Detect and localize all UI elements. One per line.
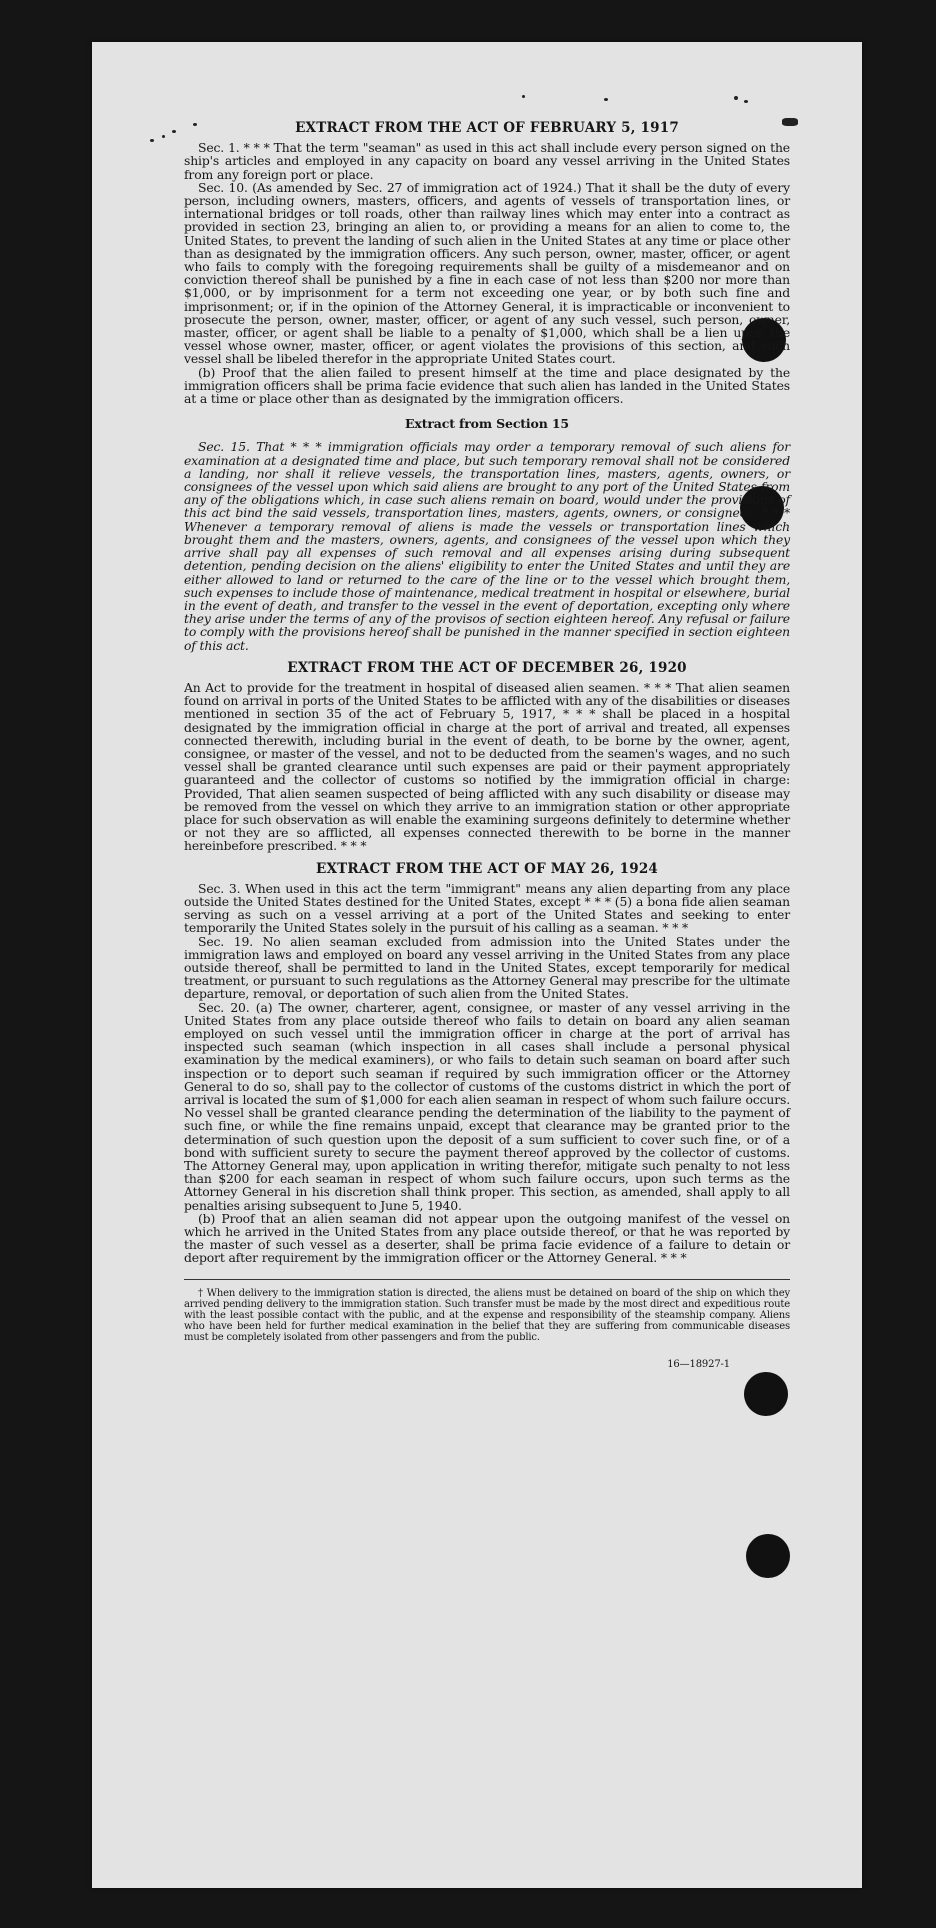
paragraph: (b) Proof that the alien failed to present himself at the time and place designated by the immigration officers shall be prima facie evidence that such alien has landed in the United States at a time or place other than as designated by the immigration officers. [184, 364, 790, 407]
form-number: 16—18927-1 [667, 1358, 730, 1370]
paragraph: Sec. 10. (As amended by Sec. 27 of immigration act of 1924.) That it shall be the duty of every person, including owners, masters, officers, and agents of vessels of transportation lines, or international bridges or toll roads, other than railway lines which may enter into a contract as provided in section 23, bringing an alien to, or providing a means for an alien to come to, the United States, to prevent the landing of such alien in the United States at any time or place other than as designated by the immigration officers. Any such person, owner, master, officer, or agent who fails to comply with the foregoing requirements shall be guilty of a misdemeanor and on conviction thereof shall be punished by a fine in each case of not less than $200 nor more than $1,000, or by imprisonment for a term not exceeding one year, or by both such fine and imprisonment; or, if in the opinion of the Attorney General, it is impracticable or inconvenient to prosecute the person, owner, master, officer, or agent of any such vessel, such person, owner, master, officer, or agent shall be liable to a penalty of $1,000, which shall be a lien upon the vessel whose owner, master, officer, or agent violates the provisions of this section, and such vessel shall be libeled therefor in the appropriate United States court. [184, 179, 790, 367]
section-heading: EXTRACT FROM THE ACT OF FEBRUARY 5, 1917 [295, 120, 679, 136]
section-act-1917 [184, 122, 790, 405]
page-speck [734, 96, 738, 100]
section-act-1920 [184, 659, 790, 854]
section-act-1924 [184, 860, 790, 1266]
paragraph: Sec. 15. That * * * immigration officials may order a temporary removal of such aliens for examination at a designated time and place, but such temporary removal shall not be considered a landing, nor shall it relieve vessels, the transportation lines, masters, agents, owners, or consignees of the vessel upon which said aliens are brought to any port of the United States from any of the obligations which, in case such aliens remain on board, would under the provisions of this act bind the said vessels, transportation lines, masters, agents, owners, or consignees: * * * Whenever a temporary removal of aliens is made the vessels or transportation lines which brought them and the masters, owners, agents, and consignees of the vessel upon which they arrive shall pay all expenses of such removal and all expenses arising during subsequent detention, pending decision on the aliens' eligibility to enter the United States and until they are either allowed to land or returned to the care of the line or to the vessel which brought them, such expenses to include those of maintenance, medical treatment in hospital or elsewhere, burial in the event of death, and transfer to the vessel in the event of deportation, excepting only where they arise under the terms of any of the provisos of section eighteen hereof. Any refusal or failure to comply with the provisions hereof shall be punished in the manner specified in section eighteen of this act. [184, 439, 790, 653]
page-speck [162, 135, 165, 138]
document-page [92, 42, 862, 1888]
page-speck [744, 100, 748, 103]
section-extract-15 [184, 417, 790, 651]
document-body [184, 122, 790, 1371]
page-speck [172, 130, 176, 133]
section-heading: EXTRACT FROM THE ACT OF MAY 26, 1924 [315, 860, 659, 877]
page-speck [522, 95, 525, 98]
section-heading: Extract from Section 15 [405, 416, 569, 432]
punch-hole [744, 1372, 788, 1416]
page-speck [604, 98, 608, 101]
paragraph: (b) Proof that an alien seaman did not appear upon the outgoing manifest of the vessel on which he arrived in the United States from any place outside thereof, or that he was reported by the master of such vessel as a deserter, shall be prima facie evidence of a failure to detain or deport after requirement by the immigration officer or the Attorney General. * * * [184, 1210, 790, 1266]
section-heading: EXTRACT FROM THE ACT OF DECEMBER 26, 1920 [287, 659, 687, 676]
paragraph: Sec. 20. (a) The owner, charterer, agent, consignee, or master of any vessel arriving in the United States from any place outside thereof who fails to detain on board any alien seaman employed on such vessel until the immigration officer in charge at the port of arrival has inspected such seaman (which inspection in all cases shall include a personal physical examination by the medical examiners), or who fails to detain such seaman on board after such inspection or to deport such seaman if required by such immigration officer or the Attorney General to do so, shall pay to the collector of customs of the customs district in which the port of arrival is located the sum of $1,000 for each alien seaman in respect of whom such failure occurs. No vessel shall be granted clearance pending the determination of the liability to the payment of such fine, or while the fine remains unpaid, except that clearance may be granted prior to the determination of such question upon the deposit of a sum sufficient to cover such fine, or of a bond with sufficient surety to secure the payment thereof approved by the collector of customs. The Attorney General may, upon application in writing therefor, mitigate such penalty to not less than $200 for each seaman in respect of whom such failure occurs, upon such terms as the Attorney General in his discretion shall think proper. This section, as amended, shall apply to all penalties arising subsequent to June 5, 1940. [184, 999, 790, 1213]
paragraph: Sec. 3. When used in this act the term "immigrant" means any alien departing from any place outside the United States destined for the United States, except * * * (5) a bona fide alien seaman serving as such on a vessel arriving at a port of the United States and seeking to enter temporarily the United States solely in the pursuit of his calling as a seaman. * * * [184, 880, 790, 936]
punch-hole [746, 1534, 790, 1578]
paragraph: An Act to provide for the treatment in hospital of diseased alien seamen. * * * That alien seamen found on arrival in ports of the United States to be afflicted with any of the disabilities or diseases mentioned in section 35 of the act of February 5, 1917, * * * shall be placed in a hospital designated by the immigration official in charge at the port of arrival and treated, all expenses connected therewith, including burial in the event of death, to be borne by the owner, agent, consignee, or master of the vessel, and not to be deducted from the seamen's wages, and no such vessel shall be granted clearance until such expenses are paid or their payment appropriately guaranteed and the collector of customs so notified by the immigration official in charge: Provided, That alien seamen suspected of being afflicted with any such disability or disease may be removed from the vessel on which they arrive to an immigration station or other appropriate place for such observation as will enable the examining surgeons definitely to determine whether or not they are so afflicted, all expenses connected therewith to be borne in the manner hereinbefore prescribed. * * * [184, 679, 790, 854]
page-speck [150, 139, 154, 142]
paragraph: Sec. 19. No alien seaman excluded from admission into the United States under the immigration laws and employed on board any vessel arriving in the United States from any place outside thereof, shall be permitted to land in the United States, except temporarily for medical treatment, or pursuant to such regulations as the Attorney General may prescribe for the ultimate departure, removal, or deportation of such alien from the United States. [184, 933, 790, 1002]
footnote-text: † When delivery to the immigration station is directed, the aliens must be detained on board of the ship on which they arrived pending delivery to the immigration station. Such transfer must be made by the most direct and expeditious route with the least possible contact with the public, and at the expense and responsibility of the steamship company. Aliens who have been held for further medical examination in the belief that they are suffering from communicable diseases must be completely isolated from other passengers and from the public. [184, 1287, 790, 1344]
footnote [184, 1279, 790, 1344]
paragraph: Sec. 1. * * * That the term "seaman" as used in this act shall include every person signed on the ship's articles and employed in any capacity on board any vessel arriving in the United States from any foreign port or place. [184, 140, 790, 182]
